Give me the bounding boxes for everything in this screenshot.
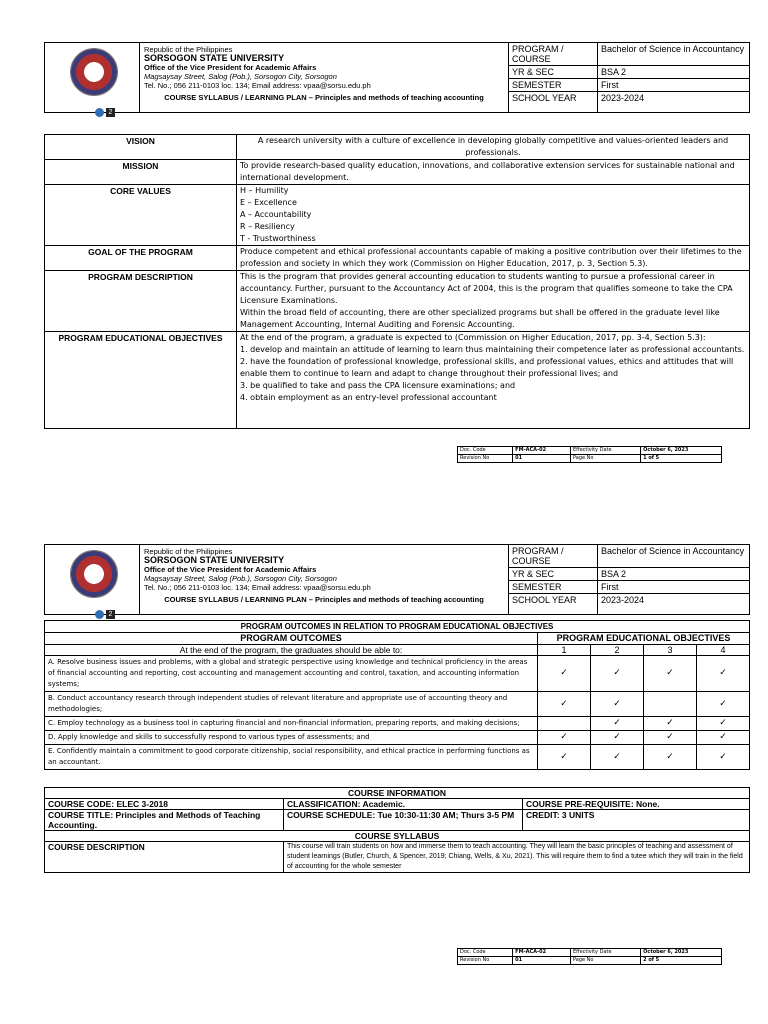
objective-check-cell <box>697 731 750 745</box>
peo-item: 4. obtain employment as an entry-level professional accountant <box>240 393 497 402</box>
checkmark-icon: ✓ <box>613 668 621 678</box>
peo-label: PROGRAM EDUCATIONAL OBJECTIVES <box>45 332 237 429</box>
program-label: PROGRAM / COURSE <box>509 43 598 66</box>
university-seal-logo <box>70 48 118 96</box>
objective-check-cell <box>591 745 644 770</box>
page-no: 2 of 5 <box>641 957 722 965</box>
peo-intro: At the end of the program, a graduate is expected to (Commission on Higher Education, 2017, pp. 3-4, Section 5.3): <box>240 333 706 342</box>
doc-code: FM-ACA-02 <box>513 447 571 455</box>
program-value: Bachelor of Science in Accountancy <box>598 43 750 66</box>
page2-header <box>44 544 750 618</box>
checkmark-icon: ✓ <box>719 751 727 762</box>
mission-text: To provide research-based quality education, innovations, and collaborative extension services for sustainable national and international development. <box>237 160 750 185</box>
program-outcomes-table <box>44 620 750 770</box>
effectivity-date: October 6, 2023 <box>641 949 722 957</box>
outcome-text: B. Conduct accountancy research through independent studies of relevant literature and appropriate use of accounting theory and methodologies; <box>45 692 538 717</box>
syllabus-title: COURSE SYLLABUS / LEARNING PLAN – Principles and methods of teaching accounting <box>164 93 484 102</box>
schoolyear-value: 2023-2024 <box>598 92 750 113</box>
revision-label: Revision No <box>458 957 513 965</box>
semester-label: SEMESTER <box>509 581 598 594</box>
checkmark-icon: ✓ <box>613 698 621 709</box>
core-value-item: A – Accountability <box>240 210 312 219</box>
page2-footer <box>457 948 722 965</box>
outcome-row <box>45 717 750 731</box>
address-text: Magsaysay Street, Salog (Pob.), Sorsogon City, Sorsogon <box>144 72 337 81</box>
core-value-item: T - Trustworthiness <box>240 234 316 243</box>
yrsec-label: YR & SEC <box>509 66 598 79</box>
peo-column-header: PROGRAM EDUCATIONAL OBJECTIVES <box>538 633 750 645</box>
page-label: Page No <box>570 957 640 965</box>
objective-check-cell <box>644 731 697 745</box>
revision-no: 01 <box>513 957 571 965</box>
office-name: Office of the Vice President for Academic Affairs <box>144 63 317 72</box>
objective-check-cell <box>644 745 697 770</box>
objective-check-cell <box>538 656 591 692</box>
checkmark-icon: ✓ <box>719 718 727 728</box>
page1-footer <box>457 446 722 463</box>
program-label: PROGRAM / COURSE <box>509 545 598 568</box>
yrsec-label: YR & SEC <box>509 568 598 581</box>
peo-text <box>237 332 750 429</box>
goal-row <box>45 246 750 271</box>
revision-no: 01 <box>513 455 571 463</box>
doc-code-label: Doc. Code <box>458 949 513 957</box>
checkmark-icon: ✓ <box>666 668 674 678</box>
goal-label: GOAL OF THE PROGRAM <box>45 246 237 271</box>
objective-check-cell <box>644 656 697 692</box>
page-label: Page No <box>570 455 640 463</box>
objective-check-cell <box>591 731 644 745</box>
objective-check-cell <box>538 745 591 770</box>
peo-item: 3. be qualified to take and pass the CPA licensure examinations; and <box>240 381 516 390</box>
yrsec-value: BSA 2 <box>598 66 750 79</box>
university-name: SORSOGON STATE UNIVERSITY <box>144 53 285 63</box>
outcome-row <box>45 692 750 717</box>
university-name: SORSOGON STATE UNIVERSITY <box>144 555 285 565</box>
logo-cell <box>45 43 140 116</box>
checkmark-icon: ✓ <box>613 718 621 728</box>
po-column-header: PROGRAM OUTCOMES <box>45 633 538 645</box>
peo-item: 2. have the foundation of professional knowledge, professional skills, and professional values, ethics and attitudes that will enable them to continue to learn and adapt to change throughout their professional lives; and <box>240 357 734 378</box>
course-information-table <box>44 787 750 873</box>
mission-label: MISSION <box>45 160 237 185</box>
mission-row <box>45 160 750 185</box>
logo-cell <box>45 545 140 618</box>
effectivity-label: Effectivity Date <box>570 949 640 957</box>
checkmark-icon: ✓ <box>560 732 568 742</box>
objective-check-cell <box>591 656 644 692</box>
effectivity-date: October 6, 2023 <box>641 447 722 455</box>
syllabus-title: COURSE SYLLABUS / LEARNING PLAN – Principles and methods of teaching accounting <box>164 595 484 604</box>
objective-check-cell <box>591 692 644 717</box>
checkmark-icon: ✓ <box>560 698 568 709</box>
vision-label: VISION <box>45 135 237 160</box>
course-title: COURSE TITLE: Principles and Methods of Teaching Accounting. <box>45 810 284 831</box>
objective-check-cell <box>697 745 750 770</box>
objective-number: 1 <box>538 645 591 656</box>
address-text: Magsaysay Street, Salog (Pob.), Sorsogon City, Sorsogon <box>144 574 337 583</box>
page-no: 1 of 5 <box>641 455 722 463</box>
checkmark-icon: ✓ <box>613 751 621 762</box>
semester-value: First <box>598 581 750 594</box>
course-description-label: COURSE DESCRIPTION <box>45 842 284 873</box>
course-code: COURSE CODE: ELEC 3-2018 <box>45 799 284 810</box>
doc-code: FM-ACA-02 <box>513 949 571 957</box>
po-table-title: PROGRAM OUTCOMES IN RELATION TO PROGRAM EDUCATIONAL OBJECTIVES <box>45 621 750 633</box>
objective-check-cell <box>697 717 750 731</box>
objective-check-cell <box>644 717 697 731</box>
po-intro: At the end of the program, the graduates should be able to: <box>45 645 538 656</box>
republic-text: Republic of the Philippines <box>144 547 233 556</box>
goal-text: Produce competent and ethical professional accountants capable of making a positive contribution over their lifetimes to the profession and society in which they work (Commission on Higher Education, 2017, p. 3, Section 5.3). <box>237 246 750 271</box>
vision-row <box>45 135 750 160</box>
checkmark-icon: ✓ <box>719 668 727 678</box>
vision-text: A research university with a culture of excellence in developing globally competitive and values-oriented leaders and professionals. <box>237 135 750 160</box>
vmgo-table <box>44 134 750 429</box>
checkmark-icon: ✓ <box>560 751 568 762</box>
objective-number: 3 <box>644 645 697 656</box>
core-value-item: H – Humility <box>240 186 289 195</box>
course-classification: CLASSIFICATION: Academic. <box>284 799 523 810</box>
checkmark-icon: ✓ <box>666 732 674 742</box>
program-description-row <box>45 271 750 332</box>
revision-label: Revision No <box>458 455 513 463</box>
outcome-text: A. Resolve business issues and problems, with a global and strategic perspective using knowledge and technical proficiency in the areas of financial accounting and reporting, cost accounting and management accounting and control, taxation, and accounting information systems; <box>45 656 538 692</box>
course-schedule: COURSE SCHEDULE: Tue 10:30-11:30 AM; Thurs 3-5 PM <box>284 810 523 831</box>
program-description-label: PROGRAM DESCRIPTION <box>45 271 237 332</box>
outcome-text: E. Confidently maintain a commitment to good corporate citizenship, social responsibility, and ethical practice in performing functions as an accountant. <box>45 745 538 770</box>
core-values-row <box>45 185 750 246</box>
outcome-row <box>45 731 750 745</box>
checkmark-icon: ✓ <box>719 698 727 709</box>
yrsec-value: BSA 2 <box>598 568 750 581</box>
schoolyear-label: SCHOOL YEAR <box>509 594 598 615</box>
objective-check-cell <box>697 656 750 692</box>
outcome-text: D. Apply knowledge and skills to successfully respond to various types of assessments; and <box>45 731 538 745</box>
outcome-row <box>45 656 750 692</box>
office-name: Office of the Vice President for Academic Affairs <box>144 565 317 574</box>
checkmark-icon: ✓ <box>666 718 674 728</box>
program-value: Bachelor of Science in Accountancy <box>598 545 750 568</box>
core-values-label: CORE VALUES <box>45 185 237 246</box>
objective-check-cell <box>538 717 591 731</box>
course-info-title: COURSE INFORMATION <box>45 788 750 799</box>
republic-text: Republic of the Philippines <box>144 45 233 54</box>
iso-certification-icon: 2 <box>95 610 115 619</box>
outcome-text: C. Employ technology as a business tool in capturing financial and non-financial information, preparing reports, and making decisions; <box>45 717 538 731</box>
peo-row <box>45 332 750 429</box>
core-value-item: R – Resiliency <box>240 222 295 231</box>
description-paragraph: Within the broad field of accounting, there are other specialized programs but shall be offered in the graduate level like Management Accounting, Internal Auditing and Forensic Accounting. <box>240 308 720 329</box>
semester-label: SEMESTER <box>509 79 598 92</box>
checkmark-icon: ✓ <box>613 732 621 742</box>
objective-check-cell <box>591 717 644 731</box>
objective-number: 4 <box>697 645 750 656</box>
objective-check-cell <box>697 692 750 717</box>
university-seal-logo <box>70 550 118 598</box>
semester-value: First <box>598 79 750 92</box>
description-paragraph: This is the program that provides general accounting education to students wanting to pursue a professional career in accountancy. Further, pursuant to the Accountancy Act of 2004, this is the program that qualifies someone to take the CPA Licensure Examinations. <box>240 272 733 305</box>
core-values-list <box>237 185 750 246</box>
page1-header <box>44 42 750 116</box>
checkmark-icon: ✓ <box>560 668 568 678</box>
core-value-item: E – Excellence <box>240 198 297 207</box>
objective-check-cell <box>644 692 697 717</box>
course-syllabus-title: COURSE SYLLABUS <box>45 831 750 842</box>
course-prerequisite: COURSE PRE-REQUISITE: None. <box>523 799 750 810</box>
course-credit: CREDIT: 3 UNITS <box>523 810 750 831</box>
objective-check-cell <box>538 692 591 717</box>
contact-text: Tel. No.; 056 211-0103 loc. 134; Email address: vpaa@sorsu.edu.ph <box>144 81 371 90</box>
schoolyear-value: 2023-2024 <box>598 594 750 615</box>
effectivity-label: Effectivity Date <box>570 447 640 455</box>
objective-check-cell <box>538 731 591 745</box>
program-description-text <box>237 271 750 332</box>
checkmark-icon: ✓ <box>666 751 674 762</box>
schoolyear-label: SCHOOL YEAR <box>509 92 598 113</box>
course-description-text: This course will train students on how and immerse them to teach accounting. They will learn the basic principles of teaching and assessment of student learnings (Butler, Church, & Spencer, 2019; Chiang, Wells, & Xu, 2021). This will require them to find a tutee which they will train in the field of accounting for the whole semester <box>284 842 750 873</box>
doc-code-label: Doc. Code <box>458 447 513 455</box>
objective-number: 2 <box>591 645 644 656</box>
peo-item: 1. develop and maintain an attitude of learning to learn thus maintaining their competence later as professional accountants. <box>240 345 745 354</box>
checkmark-icon: ✓ <box>719 732 727 742</box>
iso-certification-icon: 2 <box>95 108 115 117</box>
outcome-row <box>45 745 750 770</box>
contact-text: Tel. No.; 056 211-0103 loc. 134; Email address: vpaa@sorsu.edu.ph <box>144 583 371 592</box>
university-info <box>140 43 509 113</box>
university-info <box>140 545 509 615</box>
